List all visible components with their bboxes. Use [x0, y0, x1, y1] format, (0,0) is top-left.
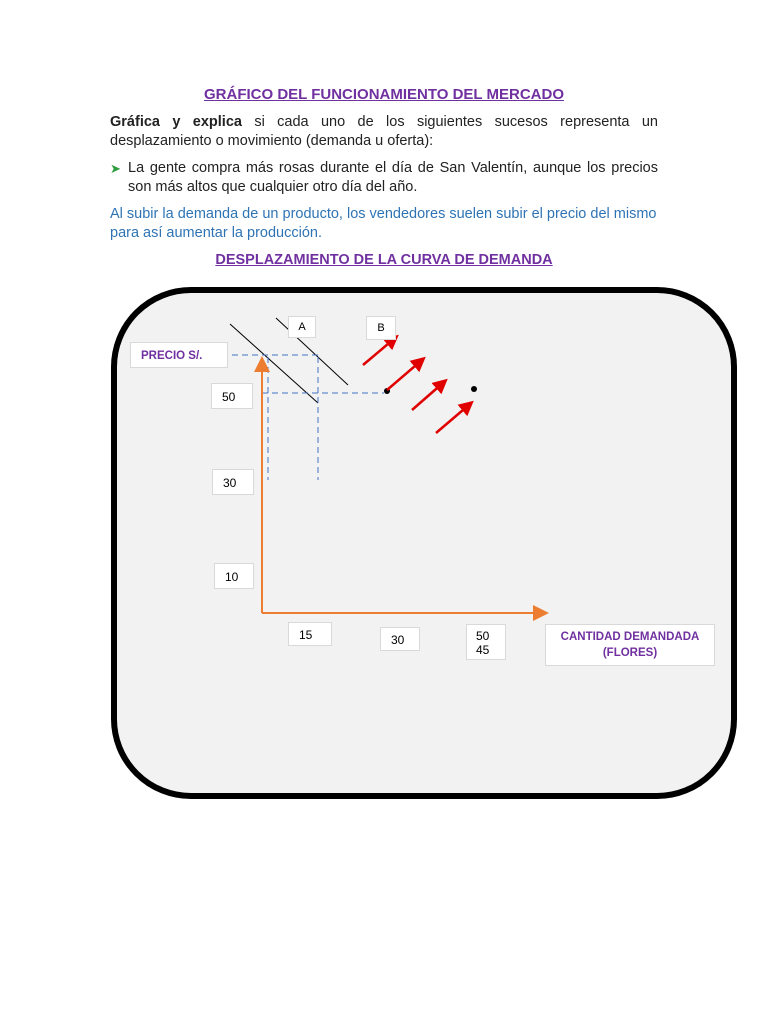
curve-label-b: B: [366, 316, 396, 340]
curve-label-a: A: [288, 316, 316, 338]
x-tick-45: 45: [476, 643, 490, 657]
page-title: GRÁFICO DEL FUNCIONAMIENTO DEL MERCADO: [203, 86, 564, 103]
guide-lines: [222, 355, 384, 480]
instructions-text: si cada uno de los siguientes sucesos representa un desplazamiento o movimiento (demanda u oferta):: [110, 114, 658, 149]
x-axis-label-line2: (FLORES): [602, 647, 658, 659]
y-tick-10: 10: [214, 563, 254, 589]
answer-paragraph: Al subir la demanda de un producto, los vendedores suelen subir el precio del mismo para así aumentar la producción.: [110, 206, 657, 241]
x-tick-30: 30: [380, 627, 420, 651]
x-axis-label: [545, 624, 715, 666]
x-tick-15: 15: [288, 622, 332, 646]
point-b: [471, 386, 477, 392]
x-axis-label-line1: CANTIDAD DEMANDADA: [560, 631, 700, 643]
chart-subtitle: DESPLAZAMIENTO DE LA CURVA DE DEMANDA: [215, 252, 553, 268]
shift-arrows: [363, 338, 470, 433]
y-tick-30: 30: [212, 469, 254, 495]
x-tick-50: 50: [476, 629, 490, 643]
y-axis-label: PRECIO S/.: [130, 342, 228, 368]
instructions-bold: Gráfica y explica: [110, 114, 242, 130]
y-tick-50: 50: [211, 383, 253, 409]
x-tick-50-45: [466, 624, 506, 660]
arrow-bullet-icon: ➤: [110, 161, 121, 176]
bullet-text: La gente compra más rosas durante el día de San Valentín, aunque los precios son más altos que cualquier otro día del año.: [128, 160, 658, 195]
